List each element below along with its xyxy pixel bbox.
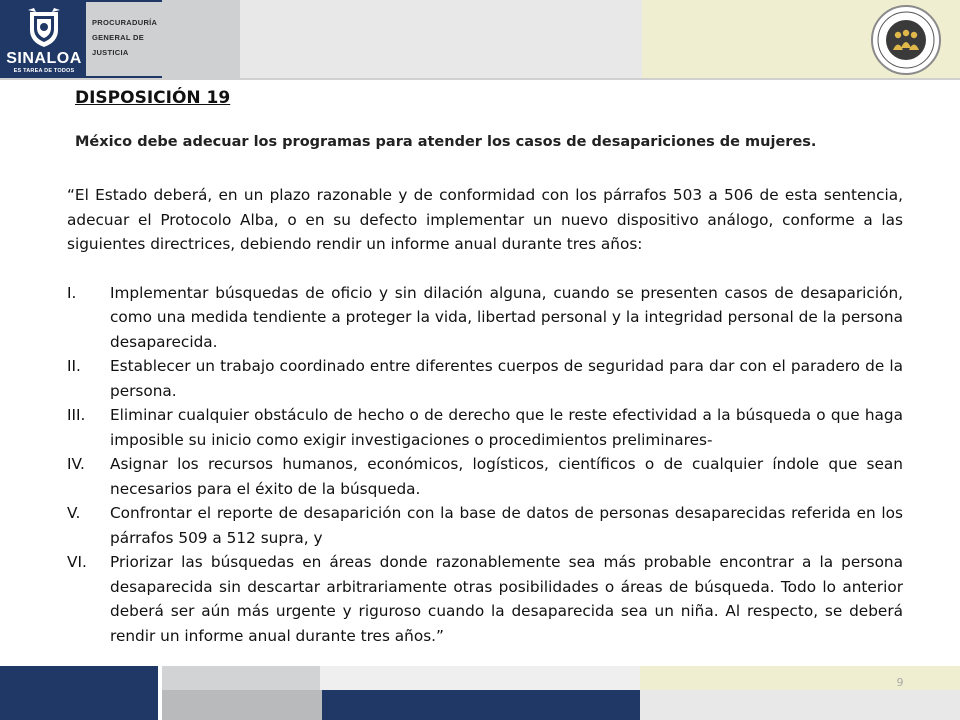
footer-light-top [320,666,640,690]
slide-subtitle: México debe adecuar los programas para atender los casos de desapariciones de mujeres. [75,134,817,150]
slide-content [67,183,903,648]
item-text: Establecer un trabajo coordinado entre diferentes cuerpos de seguridad para dar con el paradero de la persona. [110,357,903,400]
item-text: Implementar búsquedas de oficio y sin dilación alguna, cuando se presenten casos de desaparición, como una medida tendiente a proteger la vida, libertad personal y la integridad personal de la persona desaparecida. [110,283,903,351]
header-gray-block [162,0,240,78]
logo-tagline: ES TAREA DE TODOS [13,68,75,74]
quote-paragraph: “El Estado deberá, en un plazo razonable y de conformidad con los párrafos 503 a 506 de esta sentencia, adecuar el Protocolo Alba, o en su defecto implementar un nuevo dispositivo análogo, conforme a las siguientes directrices, debiendo rendir un informe anual durante tres años: [67,186,903,253]
list-item [67,452,903,501]
item-text: Confrontar el reporte de desaparición con la base de datos de personas desaparecidas referida en los párrafos 509 a 512 supra, y [110,504,903,547]
list-item [67,501,903,550]
item-number: IV. [67,455,85,473]
list-item [67,281,903,355]
page-number: 9 [896,676,904,689]
footer-bar [0,666,960,720]
org-line-1: PROCURADURÍA [92,18,158,27]
org-line-2: GENERAL DE [92,33,145,42]
sinaloa-logo [4,2,84,76]
logo-name: SINALOA [6,50,82,67]
footer-cream-top [640,666,960,690]
header-light-block [240,0,642,78]
slide-title: DISPOSICIÓN 19 [75,88,231,108]
org-name [86,2,162,76]
item-text: Priorizar las búsquedas en áreas donde razonablemente sea más probable encontrar a la persona desaparecida sin descartar arbitrariamente otras posibilidades o áreas de búsqueda. Todo lo anterior deberá ser aún más urgente y riguroso cuando la desaparecida sea un niña. Al respecto, se deberá rendir un informe anual durante tres años.” [110,553,903,645]
footer-navy-bottom [322,690,640,720]
header-divider [0,78,960,80]
footer-gray-bottom [162,690,322,720]
procuraduria-seal-icon [870,4,942,76]
coat-of-arms-icon [26,8,62,48]
org-line-3: JUSTICIA [92,48,129,57]
item-number: VI. [67,553,87,571]
list-item [67,403,903,452]
item-number: II. [67,357,81,375]
footer-light-bottom [640,690,960,720]
item-text: Eliminar cualquier obstáculo de hecho o de derecho que le reste efectividad a la búsqueda o que haga imposible su inicio como exigir investigaciones o procedimientos preliminares- [110,406,903,449]
item-text: Asignar los recursos humanos, económicos, logísticos, científicos o de cualquier índole que sean necesarios para el éxito de la búsqueda. [110,455,903,498]
footer-navy-left [0,666,158,720]
directives-list [67,281,903,649]
list-item [67,354,903,403]
item-number: III. [67,406,86,424]
item-number: V. [67,504,81,522]
list-item [67,550,903,648]
item-number: I. [67,283,77,302]
